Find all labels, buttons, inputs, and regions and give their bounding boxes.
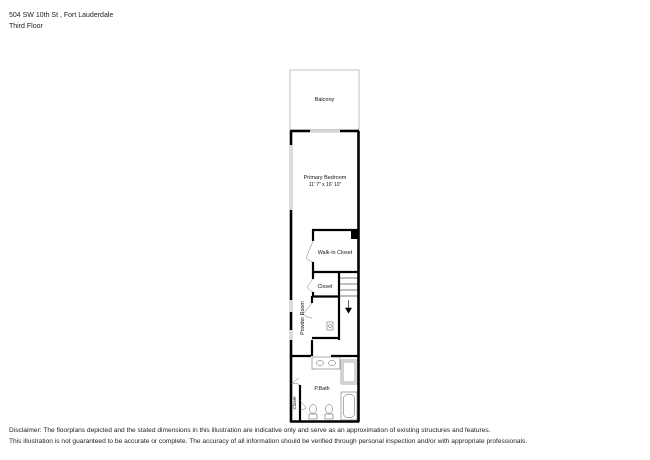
closet-label: Closet (317, 284, 333, 290)
shower-icon (341, 360, 357, 384)
walk-in-closet-door (306, 241, 313, 262)
closet-walls (312, 272, 340, 340)
vanity-sinks-icon (312, 357, 340, 369)
staircase (339, 278, 358, 313)
pbath-label: P.Bath (314, 386, 330, 392)
closet-door (307, 279, 313, 292)
balcony-label: Balcony (314, 97, 335, 103)
linen-closet-label: Closet (292, 396, 297, 410)
powder-room-fixture-icon (327, 322, 333, 330)
walk-in-closet-label: Walk-In Closet (317, 250, 353, 256)
primary-bedroom-dimensions: 11' 7" x 16' 10" (308, 182, 342, 188)
powder-room-walls (312, 296, 339, 338)
primary-bedroom-label: Primary Bedroom (303, 175, 347, 181)
disclaimer-line-1: Disclaimer: The floorplans depicted and the stated dimensions in this illustration are indicative only and serve as an approximation of existing structures and features. (9, 427, 491, 434)
bathtub-icon (341, 392, 357, 420)
bath-walls (291, 340, 358, 421)
powder-room-label: Powder Room (300, 301, 306, 335)
toilet-icon (309, 405, 333, 420)
disclaimer-line-2: This illustration is not guaranteed to be accurate or complete. The accuracy of all information should be verified through personal inspection and/or with appropriate professionals. (9, 438, 528, 445)
stair-down-arrow-icon (346, 308, 352, 313)
hall-door-swing (291, 378, 300, 385)
balcony-area (290, 70, 359, 130)
structural-column (351, 230, 358, 239)
floor-level-label: Third Floor (9, 23, 43, 30)
property-address: 504 SW 10th St , Fort Lauderdale (9, 12, 114, 19)
balcony-sliding-door (310, 130, 340, 132)
